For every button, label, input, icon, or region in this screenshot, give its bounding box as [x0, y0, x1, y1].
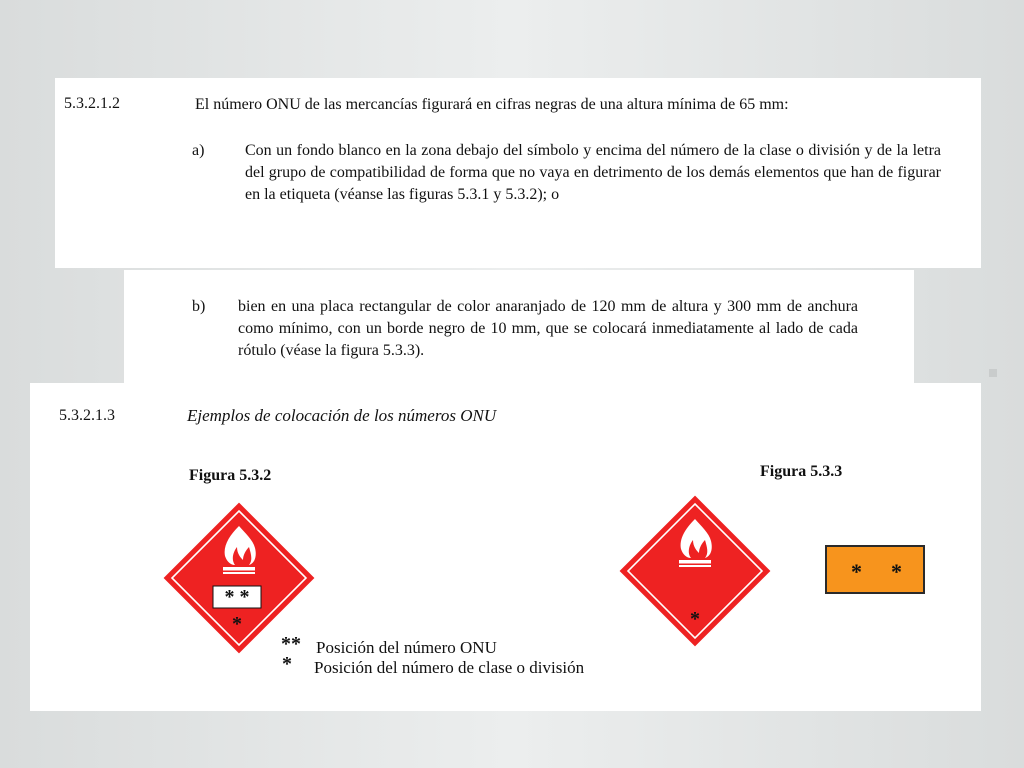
item-b-marker: b)	[192, 298, 206, 315]
legend-symbol-un: **	[281, 633, 301, 655]
item-b-text: bien en una placa rectangular de color anaranjado de 120 mm de altura y 300 mm de anchura como mínimo, con un borde negro de 10 mm, que se colocará inmediatamente al lado de cada rótulo (véase la figura 5.3.3).	[238, 298, 858, 359]
section-intro: El número ONU de las mercancías figurará en cifras negras de una altura mínima de 65 mm:	[195, 96, 789, 113]
hazard-placard-left	[163, 502, 315, 654]
hazard-placard-right	[619, 495, 771, 647]
item-a-marker: a)	[192, 142, 205, 159]
text-panel-2	[124, 270, 914, 383]
item-a-text: Con un fondo blanco en la zona debajo del símbolo y encima del número de la clase o división y de la letra del grupo de compatibilidad de forma que no vaya en detrimento de los demás elementos que han de figurar en la etiqueta (véanse las figuras 5.3.1 y 5.3.2); o	[245, 142, 941, 203]
class-number-mark-right: *	[690, 608, 700, 630]
figure-caption-5-3-2: Figura 5.3.2	[189, 467, 272, 484]
un-number-box-text: * *	[224, 586, 250, 608]
figures-panel	[30, 383, 981, 711]
decorative-square	[989, 369, 997, 377]
legend-text-un: Posición del número ONU	[316, 638, 497, 657]
section-number-5-3-2-1-2: 5.3.2.1.2	[64, 95, 120, 112]
class-number-mark: *	[232, 613, 242, 635]
plate-star-left: *	[851, 559, 862, 584]
section-title: Ejemplos de colocación de los números ONU	[187, 406, 497, 425]
text-panel-1	[55, 78, 981, 268]
figure-caption-5-3-3: Figura 5.3.3	[760, 463, 843, 480]
legend-text-class: Posición del número de clase o división	[314, 658, 585, 677]
section-number-5-3-2-1-3: 5.3.2.1.3	[59, 407, 115, 424]
plate-star-right: *	[891, 559, 902, 584]
legend-symbol-class: *	[282, 653, 292, 675]
orange-un-plate	[825, 545, 925, 594]
